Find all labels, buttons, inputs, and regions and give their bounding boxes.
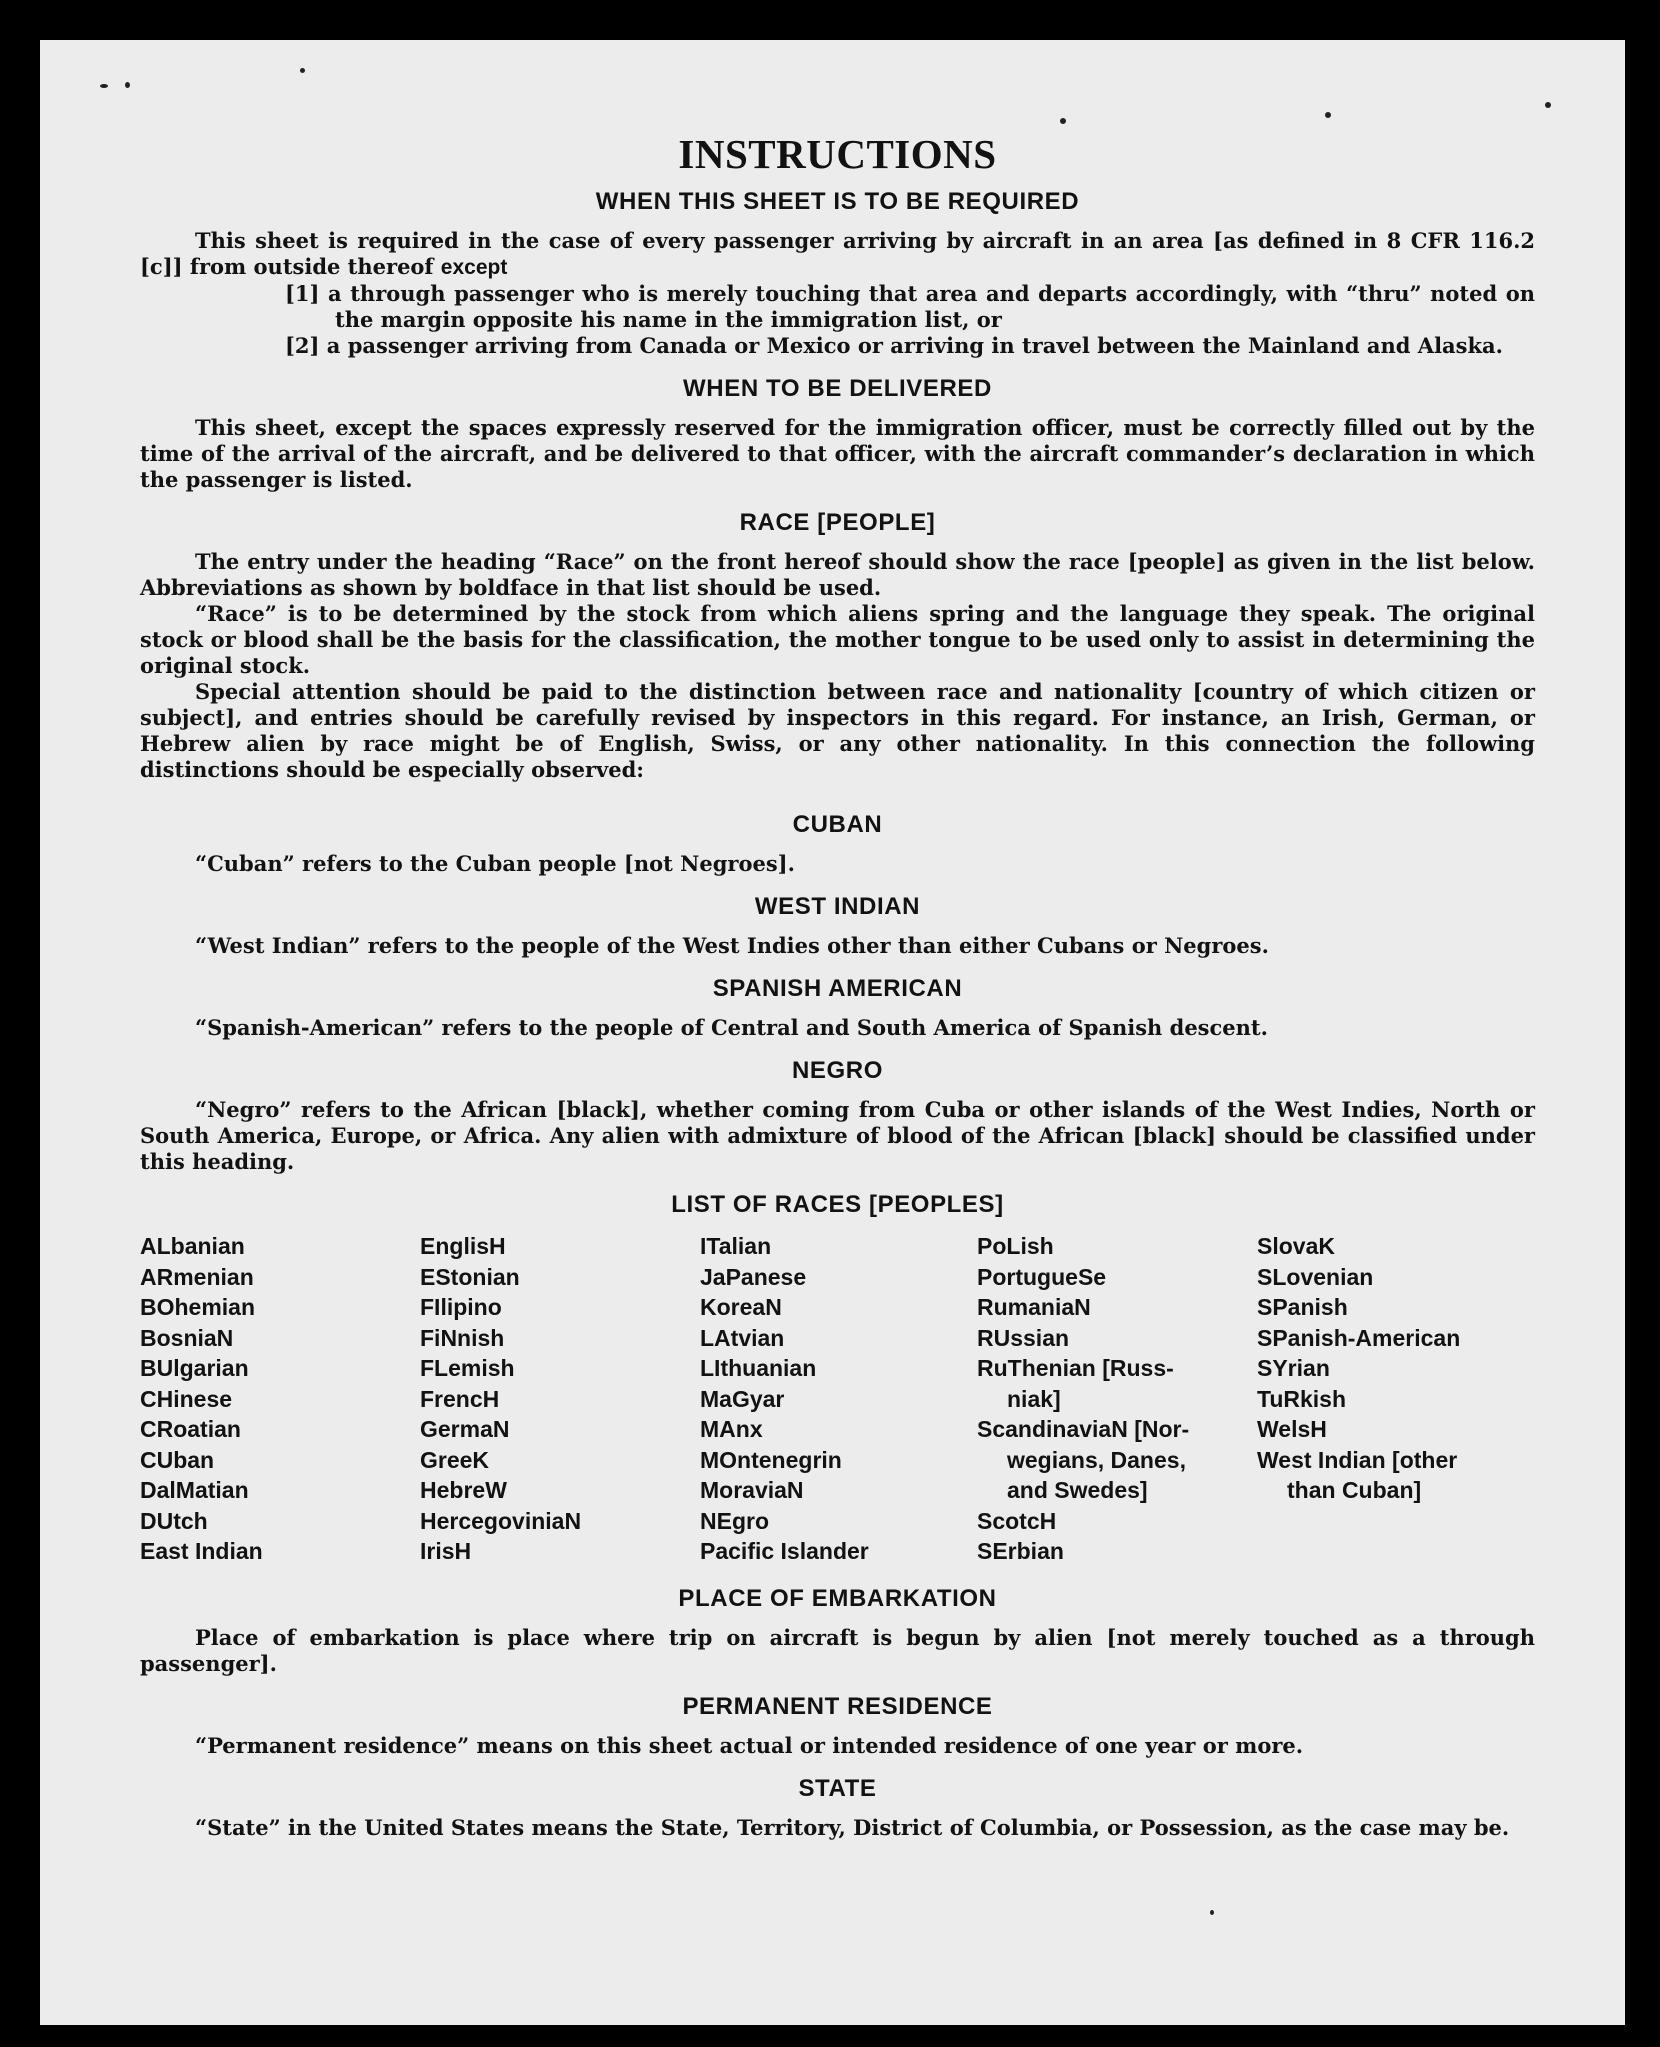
race-item: PoLish	[977, 1233, 1054, 1259]
race-item: NEgro	[700, 1507, 769, 1534]
race-column	[700, 1231, 977, 1567]
race-item: RUssian	[977, 1324, 1070, 1351]
race-item: LAtvian	[700, 1324, 785, 1351]
race-item: ScandinaviaN [Nor-	[977, 1416, 1190, 1442]
race-paragraph-2: “Race” is to be determined by the stock from which aliens spring and the language they speak. The original stock or blood shall be the basis for the classification, the mother tongue to be used only to assist in determining the original stock.	[140, 601, 1535, 678]
race-item: DUtch	[140, 1507, 208, 1534]
race-item: HebreW	[420, 1477, 507, 1503]
speck	[125, 82, 130, 88]
required-intro	[140, 228, 1535, 281]
race-column	[420, 1231, 700, 1567]
race-column	[140, 1231, 420, 1567]
section-heading-embarkation: PLACE OF EMBARKATION	[678, 1584, 997, 1612]
residence-text: “Permanent residence” means on this sheet actual or intended residence of one year or more.	[195, 1732, 1304, 1758]
required-item-1: [1] a through passenger who is merely touching that area and departs accordingly, with “thru” noted on the margin opposite his name in the immigration list, or	[285, 281, 1535, 332]
race-item: HercegoviniaN	[420, 1507, 582, 1534]
cuban-text: “Cuban” refers to the Cuban people [not Negroes].	[195, 851, 795, 876]
race-item: ALbanian	[140, 1233, 245, 1259]
race-item: ITalian	[700, 1233, 772, 1259]
section-heading-spanish-american: SPANISH AMERICAN	[712, 975, 963, 1002]
race-item: ScotcH	[977, 1507, 1057, 1534]
race-paragraph-3: Special attention should be paid to the distinction between race and nationality [country of which citizen or subject], and entries should be carefully revised by inspectors in this regard. For instance, an Irish, German, or Hebrew alien by race might be of English, Swiss, or any other nationality. In this connection the following distinctions should be especially observed:	[140, 679, 1535, 782]
race-item: wegians, Danes,	[1007, 1446, 1186, 1473]
race-item: SPanish-American	[1257, 1324, 1461, 1351]
race-item: SlovaK	[1257, 1233, 1335, 1259]
instructions-content	[140, 130, 1535, 1841]
speck	[1060, 118, 1066, 124]
required-item-2: [2] a passenger arriving from Canada or Mexico or arriving in travel between the Mainland and Alaska.	[285, 333, 1503, 358]
speck	[1325, 112, 1331, 118]
race-item: WelsH	[1257, 1416, 1327, 1442]
race-item: DalMatian	[140, 1477, 249, 1503]
race-item: SPanish	[1257, 1294, 1348, 1320]
race-item: EStonian	[420, 1263, 520, 1290]
race-item: BosniaN	[140, 1324, 234, 1351]
race-item: MAnx	[700, 1416, 763, 1442]
spanish-american-text: “Spanish-American” refers to the people of Central and South America of Spanish descent.	[195, 1015, 1268, 1040]
race-item: MaGyar	[700, 1385, 785, 1412]
speck	[100, 84, 108, 88]
section-heading-delivered: WHEN TO BE DELIVERED	[683, 375, 992, 402]
race-item: RumaniaN	[977, 1294, 1091, 1320]
race-list	[140, 1231, 1535, 1567]
embarkation-text: Place of embarkation is place where trip on aircraft is begun by alien [not merely touched as a through passenger].	[140, 1624, 1535, 1676]
speck	[300, 68, 305, 73]
state-text: “State” in the United States means the State, Territory, District of Columbia, or Possession, as the case may be.	[195, 1814, 1510, 1840]
race-item: FLemish	[420, 1355, 515, 1381]
race-item: niak]	[1007, 1385, 1061, 1412]
section-heading-cuban: CUBAN	[792, 811, 883, 838]
speck	[1210, 1910, 1214, 1915]
section-heading-negro: NEGRO	[791, 1057, 883, 1084]
race-column	[1257, 1231, 1535, 1567]
race-item: TuRkish	[1257, 1385, 1347, 1412]
race-item: Pacific Islander	[700, 1538, 869, 1564]
race-item: GreeK	[420, 1446, 490, 1473]
race-item: GermaN	[420, 1416, 510, 1442]
race-item: MOntenegrin	[700, 1446, 842, 1473]
section-heading-race: RACE [PEOPLE]	[739, 509, 936, 536]
race-item: MoraviaN	[700, 1477, 804, 1503]
delivered-text: This sheet, except the spaces expressly reserved for the immigration officer, must be correctly filled out by the time of the arrival of the aircraft, and be delivered to that officer, with the aircraft commander’s declaration in which the passenger is listed.	[140, 415, 1535, 492]
race-paragraph-1: The entry under the heading “Race” on the front hereof should show the race [people] as given in the list below. Abbreviations as shown by boldface in that list should be used.	[140, 549, 1535, 600]
document-sheet	[40, 40, 1625, 2025]
race-item: BUlgarian	[140, 1355, 249, 1381]
required-intro-emph: except	[440, 256, 508, 279]
race-item: SLovenian	[1257, 1263, 1374, 1290]
race-item: LIthuanian	[700, 1355, 817, 1381]
section-heading-residence: PERMANENT RESIDENCE	[682, 1692, 993, 1720]
page-title: INSTRUCTIONS	[678, 131, 997, 177]
race-item: and Swedes]	[1007, 1477, 1148, 1503]
section-heading-west-indian: WEST INDIAN	[754, 893, 921, 920]
race-item: RuThenian [Russ-	[977, 1355, 1174, 1381]
section-heading-required: WHEN THIS SHEET IS TO BE REQUIRED	[595, 188, 1080, 215]
race-item: SErbian	[977, 1538, 1064, 1564]
race-item: CUban	[140, 1446, 215, 1473]
race-item: CHinese	[140, 1385, 233, 1412]
race-item: BOhemian	[140, 1294, 256, 1320]
race-item: JaPanese	[700, 1263, 807, 1290]
race-item: West Indian [other	[1257, 1446, 1458, 1473]
race-item: than Cuban]	[1287, 1477, 1422, 1503]
race-item: CRoatian	[140, 1416, 241, 1442]
race-item: FiNnish	[420, 1324, 505, 1351]
section-heading-list: LIST OF RACES [PEOPLES]	[671, 1191, 1004, 1218]
required-intro-text: This sheet is required in the case of every passenger arriving by aircraft in an area [as defined in 8 CFR 116.2 [c]] from outside thereof	[140, 228, 1535, 279]
negro-text: “Negro” refers to the African [black], whether coming from Cuba or other islands of the West Indies, North or South America, Europe, or Africa. Any alien with admixture of blood of the African [black] should be classified under this heading.	[140, 1097, 1535, 1174]
race-column	[977, 1231, 1257, 1567]
section-heading-state: STATE	[798, 1774, 877, 1802]
race-item: ARmenian	[140, 1263, 254, 1290]
race-item: PortugueSe	[977, 1263, 1107, 1290]
race-item: FrencH	[420, 1385, 500, 1412]
race-item: East Indian	[140, 1538, 263, 1564]
race-item: SYrian	[1257, 1355, 1330, 1381]
race-item: EnglisH	[420, 1233, 506, 1259]
race-item: KoreaN	[700, 1294, 782, 1320]
race-item: IrisH	[420, 1538, 472, 1564]
race-item: FIlipino	[420, 1294, 502, 1320]
speck	[1545, 102, 1551, 108]
west-indian-text: “West Indian” refers to the people of the West Indies other than either Cubans or Negroes.	[195, 933, 1269, 958]
